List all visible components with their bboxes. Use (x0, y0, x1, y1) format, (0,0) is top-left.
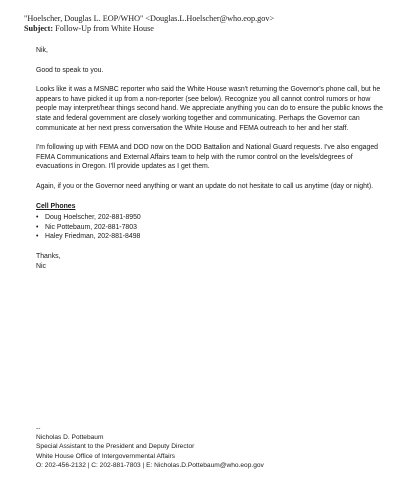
email-header (24, 14, 394, 34)
list-item: • Nic Pottebaum, 202-881-7803 (36, 223, 137, 231)
cell-phones-heading: Cell Phones (36, 202, 76, 210)
paragraph-1: Good to speak to you. (36, 66, 104, 74)
bullet-icon: • (36, 223, 39, 231)
signoff: Nic (36, 262, 46, 270)
from-line: "Hoelscher, Douglas L. EOP/WHO" <Douglas.L.Hoelscher@who.eop.gov> (24, 14, 275, 23)
signature-title: Special Assistant to the President and Deputy Director (36, 443, 195, 451)
signature-contact: O: 202-456-2132 | C: 202-881-7803 | E: Nicholas.D.Pottebaum@who.eop.gov (36, 461, 264, 469)
closing: Thanks, (36, 252, 61, 260)
cell-phones-list (36, 213, 386, 242)
bullet-icon: • (36, 214, 39, 222)
paragraph-3: I'm following up with FEMA and DOD now on the DOD Battalion and National Guard requests. I've also engaged FEMA Communications and External Affairs team to help with the rumor control on the levels/degrees of evacuations in Oregon. I'll provide updates as I get them. (36, 144, 378, 171)
list-item: • Haley Friedman, 202-881-8498 (36, 233, 141, 241)
email-body (36, 46, 386, 271)
bullet-icon: • (36, 233, 39, 241)
greeting: Nik, (36, 47, 48, 54)
paragraph-4: Again, if you or the Governor need anything or want an update do not hesitate to call us anytime (day or night). (36, 182, 374, 190)
signature-dashes: -- (36, 425, 41, 432)
signature-block (36, 424, 386, 470)
subject-line (24, 24, 394, 34)
signature-office: White House Office of Intergovernmental Affairs (36, 452, 176, 460)
paragraph-2: Looks like it was a MSNBC reporter who said the White House wasn't returning the Governor's phone call, but he appears to have picked it up from a non-reporter (see below). Recognize you all cannot control rumors or how people may interpret/hear things second hand. We appreciate anything you can do to ensure the public knows the state and federal government are closely working together and communicating. Perhaps the Governor can communicate at her next press conversation the White House and FEMA outreach to her and her staff. (36, 86, 383, 132)
subject-value: Follow-Up from White House (55, 24, 154, 33)
subject-label: Subject: (24, 24, 54, 33)
list-item: • Doug Hoelscher, 202-881-8950 (36, 214, 141, 222)
signature-name: Nicholas D. Pottebaum (36, 434, 104, 442)
